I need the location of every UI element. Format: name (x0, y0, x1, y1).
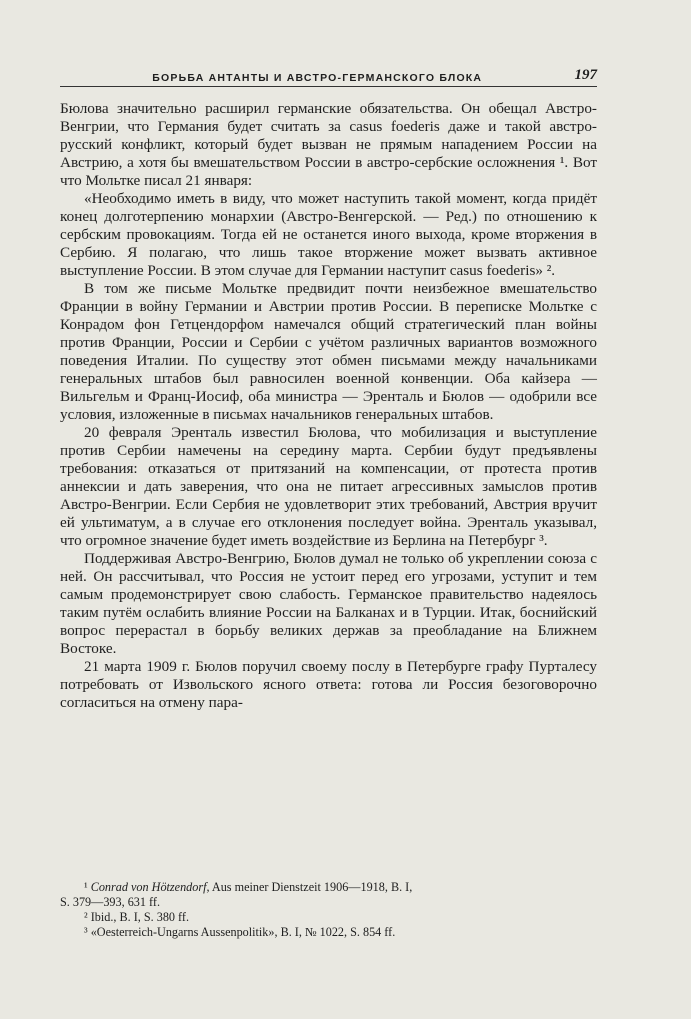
paragraph-5: Поддерживая Австро-Венгрию, Бюлов думал не только об укреплении союза с ней. Он рассчитывал, что Россия не устоит перед его угрозами, уступит и тем самым продемонстрирует свою слабость. Германское правительство надеялось таким путём ослабить влияние России на Балканах и в Турции. Итак, боснийский вопрос перерастал в борьбу великих держав за преобладание на Ближнем Востоке. (60, 550, 597, 657)
footnote-1 (60, 880, 597, 895)
footnotes (60, 880, 597, 940)
footnote-1-author: Conrad von Hötzendorf, (90, 880, 210, 894)
footnote-1-title: Aus meiner Dienstzeit 1906—1918, B. I, (209, 880, 413, 894)
running-head: БОРЬБА АНТАНТЫ И АВСТРО-ГЕРМАНСКОГО БЛОКА (152, 72, 483, 84)
paragraph-1: Бюлова значительно расширил германские обязательства. Он обещал Австро-Венгрии, что Германия будет считать за casus foederis даже и такой австро-русский конфликт, который будет вызван не прямым нападением России на Австрию, а хотя бы вмешательством России в австро-сербские осложнения ¹. Вот что Мольтке писал 21 января: (60, 100, 597, 189)
paragraph-2-quote: «Необходимо иметь в виду, что может наступить такой момент, когда придёт конец долготерпению монархии (Австро-Венгерской. — Ред.) по отношению к сербским провокациям. Тогда ей не останется иного выхода, кроме вторжения в Сербию. Я полагаю, что лишь такое вторжение может вызвать активное выступление России. В этом случае для Германии наступит casus foederis» ². (60, 190, 597, 279)
footnote-1-mark: ¹ (84, 880, 88, 894)
paragraph-6: 21 марта 1909 г. Бюлов поручил своему послу в Петербурге графу Пурталесу потребовать от Извольского ясного ответа: готова ли Россия безоговорочно согласиться на отмену пара- (60, 658, 597, 711)
footnote-1-continuation: S. 379—393, 631 ff. (60, 895, 160, 909)
paragraph-4: 20 февраля Эренталь известил Бюлова, что мобилизация и выступление против Сербии намечены на середину марта. Сербии будут предъявлены требования: отказаться от притязаний на компенсации, от протеста против аннексии и дать заверения, что она не питает агрессивных замыслов против Австро-Венгрии. Если Сербия не удовлетворит этих требований, Австрия вручит ей ультиматум, а в случае его отклонения последует война. Эренталь указывал, что огромное значение будет иметь воздействие из Берлина на Петербург ³. (60, 424, 597, 549)
page-header (60, 64, 597, 84)
paragraph-3: В том же письме Мольтке предвидит почти неизбежное вмешательство Франции в войну Германии и Австрии против России. В переписке Мольтке с Конрадом фон Гетцендорфом намечался общий стратегический план войны против Франции, России и Сербии с учётом различных вариантов возможного поведения Италии. По существу этот обмен письмами между начальниками генеральных штабов был равносилен военной конвенции. Оба кайзера — Вильгельм и Франц-Иосиф, оба министра — Эренталь и Бюлов — одобрили все условия, изложенные в письмах начальников генеральных штабов. (60, 280, 597, 423)
body-text (60, 100, 597, 712)
header-rule (60, 86, 597, 87)
footnote-2: ² Ibid., B. I, S. 380 ff. (84, 910, 189, 924)
footnote-3: ³ «Oesterreich-Ungarns Aussenpolitik», B. I, № 1022, S. 854 ff. (84, 925, 396, 939)
page-number: 197 (574, 67, 597, 83)
